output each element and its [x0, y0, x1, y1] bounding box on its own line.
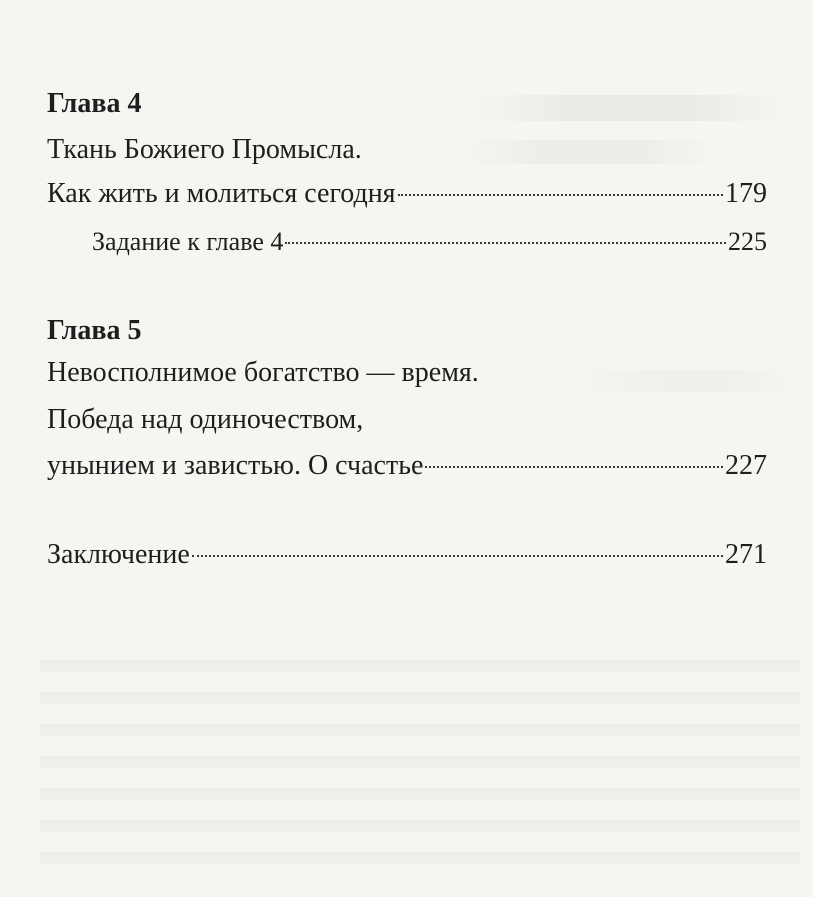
toc-entry-title: унынием и завистью. О счастье [47, 450, 424, 481]
toc-subentry-page: 225 [728, 227, 767, 256]
dot-leader [425, 466, 723, 468]
toc-entry-chapter-4[interactable] [47, 178, 767, 210]
toc-entry-title: Заключение [47, 539, 190, 570]
dot-leader [285, 242, 726, 244]
chapter-5-title-line-1: Невосполнимое богатство — время. [47, 357, 479, 388]
toc-entry-conclusion[interactable] [47, 539, 767, 571]
chapter-5-title-line-2: Победа над одиночеством, [47, 404, 364, 435]
toc-subentry-title: Задание к главе 4 [92, 227, 284, 256]
dot-leader [398, 194, 723, 196]
dot-leader [192, 555, 723, 557]
chapter-4-title-line-1: Ткань Божиего Промысла. [47, 134, 362, 165]
toc-entry-chapter-5[interactable] [47, 450, 767, 482]
chapter-5-heading: Глава 5 [47, 315, 142, 346]
toc-entry-title: Как жить и молиться сегодня [47, 178, 396, 209]
toc-subentry-chapter-4-task[interactable] [92, 226, 767, 258]
toc-entry-page: 179 [725, 178, 767, 209]
toc-entry-page: 271 [725, 539, 767, 570]
chapter-4-heading: Глава 4 [47, 88, 142, 119]
toc-entry-page: 227 [725, 450, 767, 481]
